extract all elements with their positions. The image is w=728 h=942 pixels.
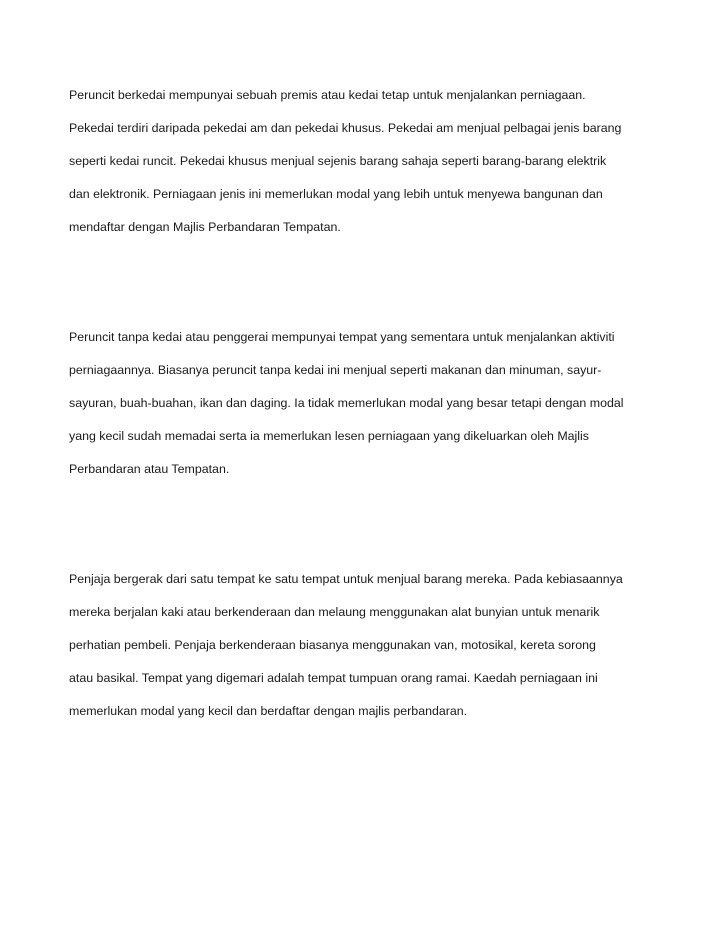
text-line: seperti kedai runcit. Pekedai khusus menjual sejenis barang sahaja seperti barang-barang elektrik: [69, 154, 607, 168]
text-line: memerlukan modal yang kecil dan berdaftar dengan majlis perbandaran.: [69, 704, 468, 718]
text-line: Pekedai terdiri daripada pekedai am dan pekedai khusus. Pekedai am menjual pelbagai jenis barang: [69, 121, 622, 135]
text-line: Peruncit tanpa kedai atau penggerai mempunyai tempat yang sementara untuk menjalankan aktiviti: [69, 330, 615, 344]
text-line: Perbandaran atau Tempatan.: [69, 462, 230, 476]
text-line: Peruncit berkedai mempunyai sebuah premis atau kedai tetap untuk menjalankan perniagaan.: [69, 88, 586, 102]
text-line: yang kecil sudah memadai serta ia memerlukan lesen perniagaan yang dikeluarkan oleh Majlis: [69, 429, 590, 443]
text-line: atau basikal. Tempat yang digemari adalah tempat tumpuan orang ramai. Kaedah perniagaan ini: [69, 671, 598, 685]
text-line: perniagaannya. Biasanya peruncit tanpa kedai ini menjual seperti makanan dan minuman, sayur-: [69, 363, 602, 377]
paragraph-peruncit-tanpa-kedai: [69, 321, 669, 486]
text-line: mereka berjalan kaki atau berkenderaan dan melaung menggunakan alat bunyian untuk menarik: [69, 605, 600, 619]
text-line: sayuran, buah-buahan, ikan dan daging. Ia tidak memerlukan modal yang besar tetapi dengan modal: [69, 396, 624, 410]
paragraph-peruncit-berkedai: [69, 79, 669, 244]
text-line: dan elektronik. Perniagaan jenis ini memerlukan modal yang lebih untuk menyewa bangunan dan: [69, 187, 603, 201]
text-line: Penjaja bergerak dari satu tempat ke satu tempat untuk menjual barang mereka. Pada kebiasaannya: [69, 572, 623, 586]
text-line: mendaftar dengan Majlis Perbandaran Tempatan.: [69, 220, 341, 234]
text-line: perhatian pembeli. Penjaja berkenderaan biasanya menggunakan van, motosikal, kereta sorong: [69, 638, 596, 652]
paragraph-penjaja: [69, 563, 669, 728]
